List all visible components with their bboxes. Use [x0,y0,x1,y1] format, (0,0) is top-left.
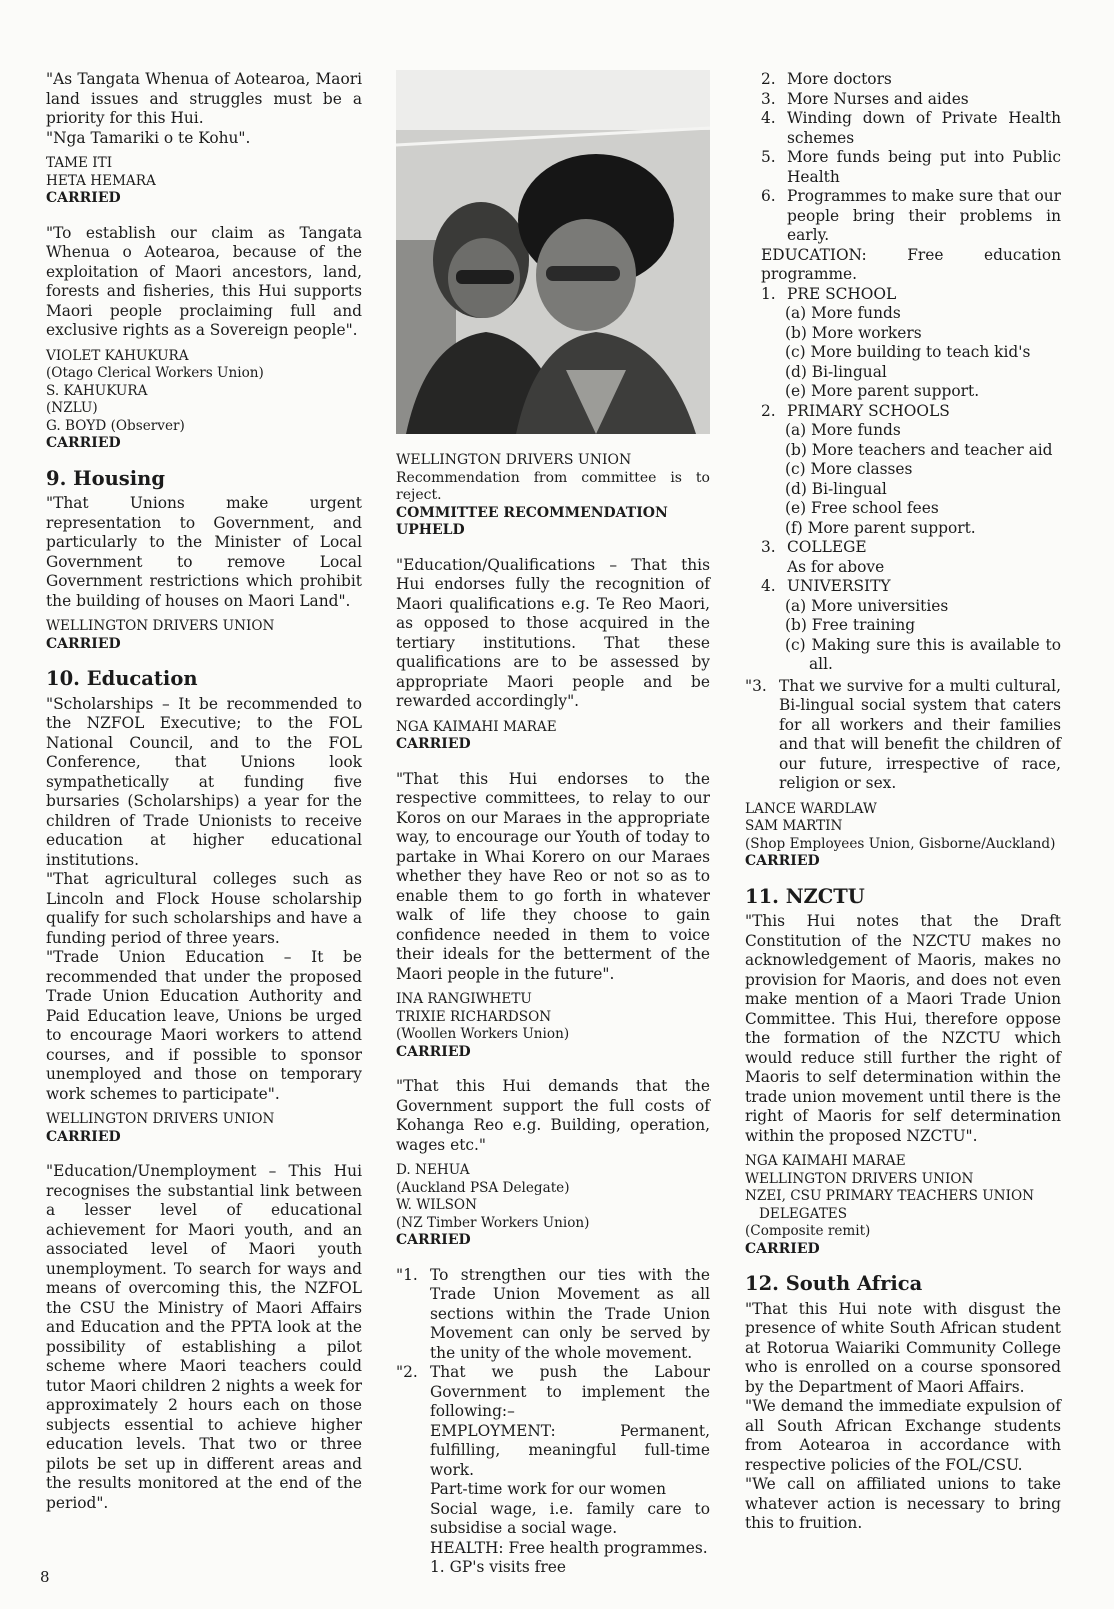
sub-item: (b) Free training [785,616,916,634]
sub-item: (a) More funds [785,421,901,439]
mover-name: NGA KAIMAHI MARAE [745,1153,906,1169]
mover-name: NZEI, CSU PRIMARY TEACHERS UNION [745,1188,1034,1204]
list-item: 3. More Nurses and aides [761,89,969,108]
remit-text: "To establish our claim as Tangata Whenua o Aotearoa, because of the exploitation of Maori ancestors, land, forests and fisheries, this Hui supports Maori people proclaiming full and exclusive rights as a Sovereign people". [46,223,362,339]
remit-sovereignty [46,224,362,453]
remit-text: "Nga Tamariki o te Kohu". [46,128,251,147]
caption-union: WELLINGTON DRIVERS UNION [396,452,632,468]
numbered-item [745,677,1061,794]
mover-name: NGA KAIMAHI MARAE [396,718,557,735]
university-sublist [745,597,1061,675]
education-heading: EDUCATION: Free education programme. [761,245,1061,283]
mover-name: VIOLET KAHUKURA [46,347,189,364]
education-list [745,285,1061,305]
remit-text: "That agricultural colleges such as Lincoln and Flock House scholarship qualify for such scholarships and have a funding period of three years. [46,870,362,947]
primary-sublist [745,421,1061,538]
college-note: As for above [787,557,885,576]
photo-two-women [396,70,710,434]
mover-name: D. NEHUA [396,1162,470,1178]
education-list [745,538,1061,558]
mover-name: DELEGATES [759,1205,848,1222]
remit-maori-land [46,70,362,208]
item-text: That we push the Labour Government to implement the following:– [430,1363,710,1420]
item-number: "3. [745,676,767,695]
mover-name: W. WILSON [396,1197,477,1213]
list-item: 2. More doctors [761,70,892,88]
list-item: 5. More funds being put into Public Health [761,148,1061,186]
numbered-item [396,1266,710,1364]
mover-union: (NZ Timber Workers Union) [396,1214,590,1231]
item-text: 1. GP's visits free [430,1558,566,1576]
item-text: EMPLOYMENT: Permanent, fulfilling, meaningful full-time work. [430,1421,710,1479]
section-south-africa [745,1274,1061,1534]
mover-union: (Composite remit) [745,1223,871,1239]
list-item: 4. Winding down of Private Health schemes [761,109,1061,147]
section-heading: 12. South Africa [745,1272,923,1295]
sub-item: (e) Free school fees [785,499,939,517]
remit-text: "Education/Unemployment – This Hui recognises the substantial link between a lesser level of educational achievement for Maori youth, and an associated level of Maori youth unemployment. To search for ways and means of overcoming this, the NZFOL the CSU the Ministry of Maori Affairs and Education and the PPTA look at the possibility of establishing a pilot scheme where Maori teachers could tutor Maori children 2 nights a week for approximately 2 hours each on those subjects essential to achieve higher education levels. That two or three pilots be set up in different areas and the results monitored at the end of the period". [46,1162,362,1512]
list-item: 2. PRIMARY SCHOOLS [761,401,950,420]
mover-name: SAM MARTIN [745,818,843,834]
remit-result: CARRIED [396,1043,471,1060]
column-1 [46,70,362,1529]
sub-item: (d) Bi-lingual [785,479,887,498]
mover-names [46,155,362,208]
mover-name: HETA HEMARA [46,172,156,189]
remit-result: CARRIED [396,1232,471,1248]
mover-name: G. BOYD (Observer) [46,417,185,434]
photo-caption [396,452,710,540]
sub-item: (a) More funds [785,304,901,322]
remit-trade-union-ties [396,1266,710,1578]
mover-names [396,719,710,754]
sub-item: (c) Making sure this is available to all. [785,635,1061,673]
remit-text: "This Hui notes that the Draft Constitution of the NZCTU makes no acknowledgement of Maoris, makes no provision for Maoris, and does not even make mention of a Maori Trade Union Committee. This Hui, therefore oppose the formation of the NZCTU which would reduce still further the right of Maoris to self determination within the trade union movement until there is the right of Maoris for self determination within the proposed NZCTU". [745,912,1061,1145]
sub-item: (e) More parent support. [785,382,980,400]
remit-text: "We call on affiliated unions to take whatever action is necessary to bring this to fruition. [745,1475,1061,1532]
mover-union: (NZLU) [46,400,98,416]
item-number: "2. [396,1363,418,1381]
remit-text: "That this Hui endorses to the respective committees, to relay to our Koros on our Maraes in the appropriate way, to encourage our Youth of today to partake in Whai Korero on our Maraes whether they have Reo or not so as to enable them to go forth in whatever walk of life they choose to gain confidence needed in them to voice their ideals for the betterment of the Maori people in the future". [396,769,710,983]
sub-item: (b) More workers [785,323,922,342]
photo-illustration [396,70,710,434]
sub-item: (c) More building to teach kid's [785,343,1031,361]
remit-text: "We demand the immediate expulsion of all South African Exchange students from Aotearoa in accordance with respective policies of the FOL/CSU. [745,1397,1061,1474]
mover-name: S. KAHUKURA [46,382,148,399]
section-heading: 10. Education [46,667,198,690]
mover-union: (Otago Clerical Workers Union) [46,365,264,381]
remit-text: "As Tangata Whenua of Aotearoa, Maori land issues and struggles must be a priority for this Hui. [46,70,362,127]
remit-result: CARRIED [46,635,121,652]
remit-text: "That this Hui note with disgust the presence of white South African student at Rotorua Waiariki Community College who is enrolled on a course sponsored by the Department of Maori Affairs. [745,1299,1061,1396]
section-housing [46,466,362,654]
item-text: HEALTH: Free health programmes. [430,1538,708,1557]
item-number: "1. [396,1265,418,1284]
remit-result: CARRIED [46,190,121,206]
mover-name: TRIXIE RICHARDSON [396,1008,552,1025]
page-number: 8 [40,1568,50,1586]
mover-names [745,1153,1061,1258]
remit-result: CARRIED [745,1240,820,1257]
remit-result: CARRIED [745,853,820,869]
education-list [745,577,1061,597]
caption-result: COMMITTEE RECOMMENDATION UPHELD [396,504,668,538]
mover-names [745,801,1061,871]
mover-names [46,618,362,653]
column-3 [745,70,1061,1534]
remit-kohanga-reo [396,1077,710,1250]
mover-name: TAME ITI [46,155,113,171]
section-education [46,669,362,1146]
mover-union: (Shop Employees Union, Gisborne/Auckland) [745,835,1056,852]
section-heading: 11. NZCTU [745,884,865,908]
mover-union: (Woollen Workers Union) [396,1026,570,1042]
sub-item: (d) Bi-lingual [785,362,887,381]
mover-name: WELLINGTON DRIVERS UNION [46,618,275,634]
remit-text: "That Unions make urgent representation to Government, and particularly to the Minister of Local Government to remove Local Government restrictions which prohibit the building of houses on Maori Land". [46,494,362,610]
column-2 [396,70,710,1578]
education-list [745,402,1061,422]
mover-name: INA RANGIWHETU [396,991,532,1007]
item-text: That we survive for a multi cultural, Bi-lingual social system that caters for all workers and their families and that will benefit the children of our future, irrespective of race, religion or sex. [779,676,1061,792]
mover-names [396,991,710,1061]
item-text: To strengthen our ties with the Trade Union Movement as all sections within the Trade Union Movement can only be served by the unity of the whole movement. [430,1265,710,1362]
remit-text: "Trade Union Education – It be recommended that under the proposed Trade Union Education Authority and Paid Education leave, Unions be urged to encourage Maori workers to attend courses, and if possible to sponsor unemployed and those on temporary work schemes to participate". [46,948,362,1103]
list-item: 1. PRE SCHOOL [761,284,897,303]
remit-whai-korero [396,770,710,1062]
remit-result: CARRIED [396,736,471,752]
remit-text: "That this Hui demands that the Government support the full costs of Kohanga Reo e.g. Building, operation, wages etc." [396,1077,710,1154]
list-item: 4. UNIVERSITY [761,577,891,595]
mover-name: WELLINGTON DRIVERS UNION [745,1170,974,1187]
health-list [745,70,1061,246]
sub-item: (f) More parent support. [785,518,976,537]
item-text: Social wage, i.e. family care to subsidise a social wage. [430,1499,710,1537]
remit-text: "Education/Qualifications – That this Hui endorses fully the recognition of Maori qualifications e.g. Te Reo Maori, as opposed to those acquired in the tertiary institutions. That these qualifications are to be assessed by appropriate Maori people and be rewarded accordingly". [396,555,710,710]
remit-result: CARRIED [46,435,121,451]
mover-names [396,1162,710,1250]
caption-text: Recommendation from committee is to reject. [396,469,710,503]
mover-name: LANCE WARDLAW [745,800,877,817]
sub-item: (a) More universities [785,596,949,615]
numbered-item [396,1363,710,1578]
remit-education-unemployment [46,1162,362,1513]
list-item: 6. Programmes to make sure that our people bring their problems in early. [761,187,1061,244]
section-heading: 9. Housing [46,466,165,490]
remit-text: "Scholarships – It be recommended to the NZFOL Executive; to the FOL National Council, and to the FOL Conference, that Unions look sympathetically at funding five bursaries (Scholarships) a year for the children of Trade Unionists to receive education at higher educational institutions. [46,694,362,869]
remit-qualifications [396,556,710,754]
section-nzctu [745,884,1061,1259]
sub-item: (b) More teachers and teacher aid [785,440,1053,459]
remit-result: CARRIED [46,1128,121,1145]
mover-names [46,1111,362,1146]
mover-union: (Auckland PSA Delegate) [396,1179,570,1196]
preschool-sublist [745,304,1061,402]
list-item: 3. COLLEGE [761,538,867,556]
mover-names [46,348,362,453]
item-text: Part-time work for our women [430,1480,666,1498]
mover-name: WELLINGTON DRIVERS UNION [46,1111,275,1127]
remit-multicultural [745,677,1061,871]
sub-item: (c) More classes [785,460,913,478]
